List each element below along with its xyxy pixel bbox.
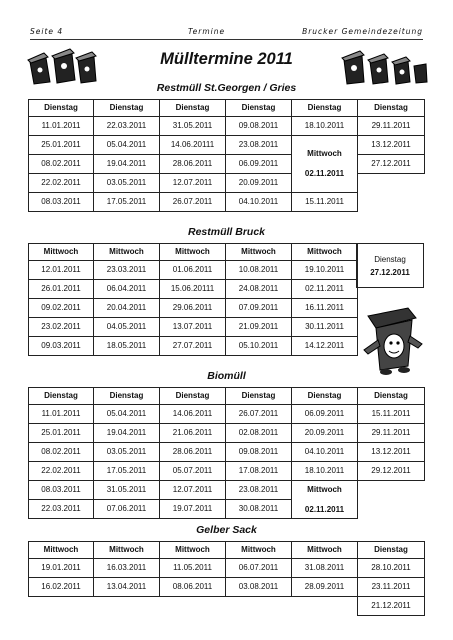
date-cell: 14.06.20111	[160, 136, 226, 155]
column-header: Dienstag	[94, 100, 160, 117]
empty-cell	[358, 481, 425, 500]
date-cell: 26.07.2011	[226, 405, 292, 424]
table-row	[29, 280, 358, 299]
date-cell: 03.08.2011	[226, 578, 292, 597]
page-title: Mülltermine 2011	[160, 50, 293, 68]
date-cell: 16.11.2011	[292, 299, 358, 318]
date-cell: 18.10.2011	[292, 462, 358, 481]
date-cell: 31.08.2011	[292, 559, 358, 578]
column-header: Dienstag	[226, 100, 292, 117]
table-row	[29, 597, 425, 616]
date-cell: 23.02.2011	[29, 318, 94, 337]
date-cell: 06.07.2011	[226, 559, 292, 578]
table-row	[29, 337, 358, 356]
date-cell: 27.07.2011	[160, 337, 226, 356]
date-cell: 21.09.2011	[226, 318, 292, 337]
date-cell: 14.06.2011	[160, 405, 226, 424]
schedule-table-restmuell-gries	[28, 99, 425, 212]
table-row	[29, 559, 425, 578]
column-header: Mittwoch	[94, 542, 160, 559]
date-cell: 28.06.2011	[160, 155, 226, 174]
date-cell: 09.03.2011	[29, 337, 94, 356]
date-cell: 05.10.2011	[226, 337, 292, 356]
column-header: Dienstag	[292, 100, 358, 117]
date-cell: 23.08.2011	[226, 136, 292, 155]
date-cell: 13.12.2011	[358, 136, 425, 155]
table-row	[29, 155, 425, 174]
empty-cell	[358, 174, 425, 193]
date-cell: 23.11.2011	[358, 578, 425, 597]
date-cell: 29.12.2011	[358, 462, 425, 481]
date-cell: 28.09.2011	[292, 578, 358, 597]
date-cell: 27.12.2011	[358, 155, 425, 174]
table-header-row	[29, 100, 425, 117]
date-cell: 17.05.2011	[94, 193, 160, 212]
date-cell: 20.04.2011	[94, 299, 160, 318]
special-weekday: Mittwoch	[307, 149, 342, 158]
date-cell: 28.10.2011	[358, 559, 425, 578]
date-cell: 26.07.2011	[160, 193, 226, 212]
table-header-row	[29, 388, 425, 405]
column-header: Dienstag	[29, 100, 94, 117]
date-cell: 30.11.2011	[292, 318, 358, 337]
date-cell: 13.12.2011	[358, 443, 425, 462]
date-cell: 29.06.2011	[160, 299, 226, 318]
column-header: Dienstag	[358, 542, 425, 559]
column-header: Dienstag	[160, 388, 226, 405]
special-date: 02.11.2011	[304, 504, 345, 514]
date-cell: 02.08.2011	[226, 424, 292, 443]
date-cell: 04.10.2011	[226, 193, 292, 212]
table-header-row	[29, 542, 425, 559]
date-cell: 16.02.2011	[29, 578, 94, 597]
date-cell: 28.06.2011	[160, 443, 226, 462]
schedule-table-gelber-sack	[28, 541, 425, 616]
table-row	[29, 136, 425, 155]
date-cell: 19.01.2011	[29, 559, 94, 578]
publication-name: Brucker Gemeindezeitung	[302, 27, 423, 36]
date-cell: 05.07.2011	[160, 462, 226, 481]
date-cell: 29.11.2011	[358, 424, 425, 443]
column-header: Mittwoch	[292, 542, 358, 559]
table-row	[29, 424, 425, 443]
section-title-gelber-sack: Gelber Sack	[196, 524, 257, 536]
section-label: Termine	[188, 27, 226, 36]
date-cell: 06.09.2011	[226, 155, 292, 174]
date-cell: 08.02.2011	[29, 155, 94, 174]
date-cell: 22.02.2011	[29, 174, 94, 193]
date-cell: 11.05.2011	[160, 559, 226, 578]
date-cell: 19.04.2011	[94, 424, 160, 443]
date-cell: 12.01.2011	[29, 261, 94, 280]
table-row	[29, 193, 425, 212]
empty-cell	[358, 193, 425, 212]
page-number: Seite 4	[30, 27, 64, 36]
date-cell: 04.05.2011	[94, 318, 160, 337]
empty-cell	[292, 597, 358, 616]
date-cell: 09.08.2011	[226, 117, 292, 136]
special-weekday: Mittwoch	[307, 484, 342, 494]
column-header: Dienstag	[29, 388, 94, 405]
table-row	[29, 481, 425, 500]
date-cell: 11.01.2011	[29, 117, 94, 136]
date-cell: 22.02.2011	[29, 462, 94, 481]
special-date-cell	[292, 481, 358, 519]
date-cell: 04.10.2011	[292, 443, 358, 462]
date-cell: 03.05.2011	[94, 443, 160, 462]
date-cell: 21.06.2011	[160, 424, 226, 443]
column-header: Mittwoch	[292, 244, 358, 261]
date-cell: 30.08.2011	[226, 500, 292, 519]
date-cell: 19.04.2011	[94, 155, 160, 174]
date-cell: 07.06.2011	[94, 500, 160, 519]
date-cell: 22.03.2011	[29, 500, 94, 519]
table-header-row	[29, 244, 358, 261]
special-weekday: Dienstag	[374, 255, 406, 264]
date-cell: 23.08.2011	[226, 481, 292, 500]
date-cell: 31.05.2011	[94, 481, 160, 500]
empty-cell	[94, 597, 160, 616]
column-header: Dienstag	[94, 388, 160, 405]
date-cell: 05.04.2011	[94, 136, 160, 155]
date-cell: 21.12.2011	[358, 597, 425, 616]
date-cell: 20.09.2011	[292, 424, 358, 443]
date-cell: 19.07.2011	[160, 500, 226, 519]
date-cell: 18.10.2011	[292, 117, 358, 136]
date-cell: 09.02.2011	[29, 299, 94, 318]
date-cell: 25.01.2011	[29, 424, 94, 443]
empty-cell	[358, 500, 425, 519]
table-row	[29, 299, 358, 318]
date-cell: 06.04.2011	[94, 280, 160, 299]
column-header: Dienstag	[292, 388, 358, 405]
table-row	[29, 117, 425, 136]
column-header: Mittwoch	[226, 542, 292, 559]
table-row	[29, 405, 425, 424]
date-cell: 08.02.2011	[29, 443, 94, 462]
date-cell: 17.08.2011	[226, 462, 292, 481]
column-header: Dienstag	[358, 100, 425, 117]
special-date-box	[356, 243, 424, 288]
date-cell: 08.03.2011	[29, 481, 94, 500]
date-cell: 08.03.2011	[29, 193, 94, 212]
column-header: Mittwoch	[29, 542, 94, 559]
special-date: 27.12.2011	[370, 268, 410, 277]
special-date: 02.11.2011	[304, 169, 345, 178]
table-row	[29, 578, 425, 597]
date-cell: 20.09.2011	[226, 174, 292, 193]
date-cell: 22.03.2011	[94, 117, 160, 136]
section-title-restmuell-gries: Restmüll St.Georgen / Gries	[156, 82, 297, 94]
column-header: Dienstag	[358, 388, 425, 405]
date-cell: 24.08.2011	[226, 280, 292, 299]
table-row	[29, 443, 425, 462]
trash-bin-mascot-icon	[358, 306, 426, 376]
column-header: Mittwoch	[94, 244, 160, 261]
header-divider	[30, 39, 423, 40]
schedule-table-restmuell-bruck	[28, 243, 358, 356]
section-title-restmuell-bruck: Restmüll Bruck	[187, 226, 266, 238]
table-row	[29, 500, 425, 519]
date-cell: 08.06.2011	[160, 578, 226, 597]
column-header: Dienstag	[160, 100, 226, 117]
date-cell: 19.10.2011	[292, 261, 358, 280]
schedule-table-biomuell	[28, 387, 425, 519]
section-title-biomuell: Biomüll	[207, 370, 246, 382]
date-cell: 14.12.2011	[292, 337, 358, 356]
empty-cell	[29, 597, 94, 616]
date-cell: 18.05.2011	[94, 337, 160, 356]
special-date-cell	[292, 136, 358, 193]
table-row	[29, 318, 358, 337]
date-cell: 09.08.2011	[226, 443, 292, 462]
column-header: Mittwoch	[29, 244, 94, 261]
date-cell: 26.01.2011	[29, 280, 94, 299]
empty-cell	[226, 597, 292, 616]
date-cell: 05.04.2011	[94, 405, 160, 424]
column-header: Mittwoch	[160, 244, 226, 261]
date-cell: 17.05.2011	[94, 462, 160, 481]
date-cell: 12.07.2011	[160, 174, 226, 193]
date-cell: 01.06.2011	[160, 261, 226, 280]
date-cell: 29.11.2011	[358, 117, 425, 136]
table-row	[29, 462, 425, 481]
date-cell: 03.05.2011	[94, 174, 160, 193]
column-header: Mittwoch	[226, 244, 292, 261]
date-cell: 13.04.2011	[94, 578, 160, 597]
date-cell: 07.09.2011	[226, 299, 292, 318]
date-cell: 23.03.2011	[94, 261, 160, 280]
empty-cell	[160, 597, 226, 616]
table-row	[29, 174, 425, 193]
date-cell: 15.06.20111	[160, 280, 226, 299]
column-header: Dienstag	[226, 388, 292, 405]
date-cell: 02.11.2011	[292, 280, 358, 299]
table-row	[29, 261, 358, 280]
date-cell: 13.07.2011	[160, 318, 226, 337]
date-cell: 06.09.2011	[292, 405, 358, 424]
column-header: Mittwoch	[160, 542, 226, 559]
date-cell: 25.01.2011	[29, 136, 94, 155]
date-cell: 31.05.2011	[160, 117, 226, 136]
date-cell: 11.01.2011	[29, 405, 94, 424]
date-cell: 15.11.2011	[292, 193, 358, 212]
date-cell: 10.08.2011	[226, 261, 292, 280]
date-cell: 12.07.2011	[160, 481, 226, 500]
date-cell: 15.11.2011	[358, 405, 425, 424]
date-cell: 16.03.2011	[94, 559, 160, 578]
